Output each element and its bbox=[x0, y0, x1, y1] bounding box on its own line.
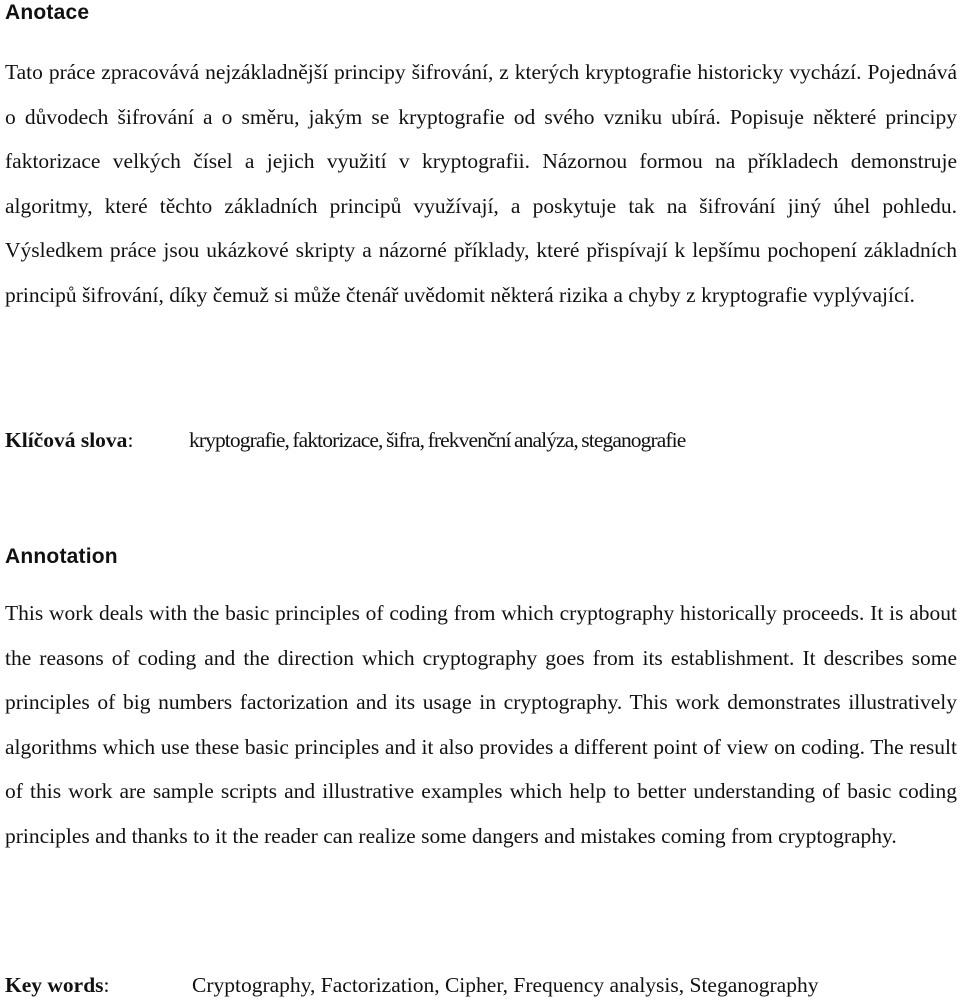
anotace-heading: Anotace bbox=[5, 1, 90, 24]
annotation-keywords-label: Key words bbox=[5, 973, 104, 997]
anotace-paragraph: Tato práce zpracovává nejzákladnější principy šifrování, z kterých kryptografie historicky vychází. Pojednává o důvodech šifrování a o směru, jakým se kryptografie od svého vzniku ubírá. Popisuje některé principy faktorizace velkých čísel a jejich využití v kryptografii. Názornou formou na příkladech demonstruje algoritmy, které těchto základních principů využívají, a poskytuje tak na šifrování jiný úhel pohledu. Výsledkem práce jsou ukázkové skripty a názorné příklady, které přispívají k lepšímu pochopení základních principů šifrování, díky čemuž si může čtenář uvědomit některá rizika a chyby z kryptografie vyplývající. bbox=[5, 60, 957, 307]
annotation-heading: Annotation bbox=[5, 545, 118, 568]
anotace-keywords: kryptografie, faktorizace, šifra, frekvenční analýza, steganografie bbox=[189, 428, 686, 452]
anotace-keywords-colon: : bbox=[127, 428, 134, 452]
annotation-keywords: Cryptography, Factorization, Cipher, Frequency analysis, Steganography bbox=[192, 973, 819, 997]
annotation-keywords-label-group bbox=[5, 970, 110, 1000]
annotation-paragraph: This work deals with the basic principles of coding from which cryptography historically proceeds. It is about the reasons of coding and the direction which cryptography goes from its establishment. It describes some principles of big numbers factorization and its usage in cryptography. This work demonstrates illustratively algorithms which use these basic principles and it also provides a different point of view on coding. The result of this work are sample scripts and illustrative examples which help to better understanding of basic coding principles and thanks to it the reader can realize some dangers and mistakes coming from cryptography. bbox=[5, 601, 957, 848]
annotation-keywords-row bbox=[5, 970, 957, 1000]
anotace-keywords-label-group bbox=[5, 425, 133, 455]
annotation-keywords-colon: : bbox=[103, 973, 110, 997]
anotace-keywords-row bbox=[5, 425, 957, 455]
anotace-keywords-label: Klíčová slova bbox=[5, 428, 128, 452]
